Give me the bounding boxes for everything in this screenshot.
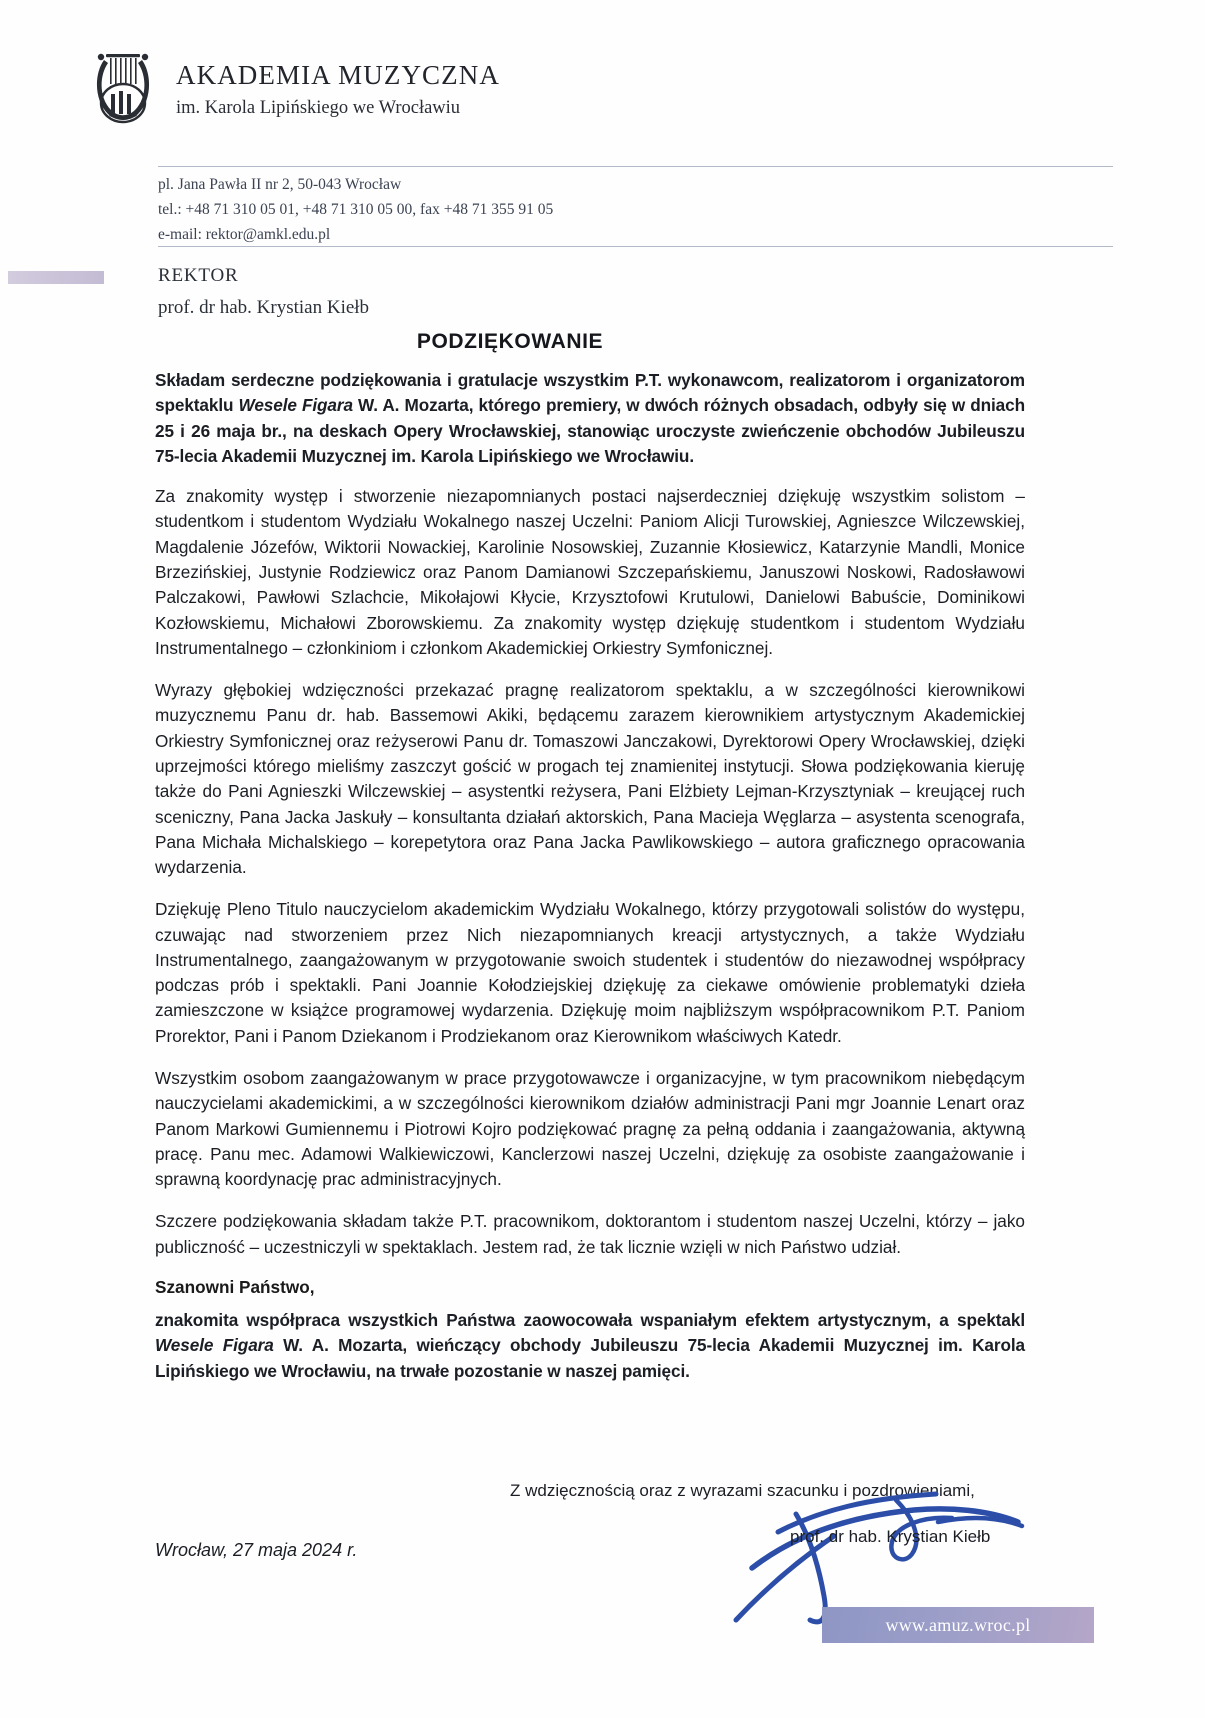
body-paragraph: Za znakomity występ i stworzenie niezapomnianych postaci najserdeczniej dziękuję wszystkim solistom – studentkom i studentom Wydziału Wokalnego naszej Uczelni: Paniom Alicji Turowskiej, Agnieszce Wilczewskiej, Magdalenie Józefów, Wiktorii Nowackiej, Karolinie Nosowskiej, Zuzannie Kłosiewicz, Katarzynie Mandli, Monice Brzezińskiej, Justynie Rodziewicz oraz Panom Damianowi Szczepańskiemu, Januszowi Noskowi, Radosławowi Palczakowi, Pawłowi Szlachcie, Mikołajowi Kłycie, Krzysztofowi Krutulowi, Danielowi Babuście, Dominikowi Kozłowskiemu, Michałowi Zborowskiemu. Za znakomity występ dziękuję studentkom i studentom Wydziału Instrumentalnego – członkiniom i członkom Akademickiej Orkiestry Symfonicznej. — [155, 486, 1025, 658]
letterhead — [92, 48, 500, 130]
body-paragraph: Wyrazy głębokiej wdzięczności przekazać pragnę realizatorom spektaklu, a w szczególności kierownikowi muzycznemu Panu dr. hab. Bassemowi Akiki, będącemu zarazem kierownikiem artystycznym Akademickiej Orkiestry Symfonicznej oraz reżyserowi Panu dr. Tomaszowi Janczakowi, Dyrektorowi Opery Wrocławskiej, dzięki uprzejmości którego mieliśmy zaszczyt gościć w progach tej znamienitej instytucji. Słowa podziękowania kieruję także do Pani Agnieszki Wilczewskiej – asystentki reżysera, Pani Elżbiety Lejman-Krzysztyniak – kreującej ruch sceniczny, Pana Jacka Jaskuły – konsultanta działań aktorskich, Pana Macieja Węglarza – asystenta scenografa, Pana Michała Michalskiego – korepetytora oraz Pana Jacka Pawlikowskiego – autora graficznego opracowania wydarzenia. — [155, 680, 1025, 878]
body-paragraph: Dziękuję Pleno Titulo nauczycielom akademickim Wydziału Wokalnego, którzy przygotowali solistów do występu, czuwając nad stworzeniem przez Nich niezapomnianych kreacji artystycznych, a także Wydziału Instrumentalnego, zaangażowanym w przygotowanie swoich studentek i studentów do niezawodnej współpracy podczas prób i spektakli. Pani Joannie Kołodziejskiej dziękuję za ciekawe omówienie problematyki dzieła zamieszczone w książce programowej wydarzenia. Dziękuję moim najbliższym współpracownikom P.T. Paniom Prorektor, Pani i Panom Dziekanom i Prodziekanom oraz Kierownikom właściwych Katedr. — [155, 899, 1025, 1046]
divider-top — [158, 166, 1113, 167]
scan-edge-mark — [8, 271, 104, 284]
lyre-icon — [92, 48, 154, 130]
document-title: PODZIĘKOWANIE — [416, 330, 604, 353]
rector-name: prof. dr hab. Krystian Kiełb — [158, 296, 370, 318]
divider-bottom — [158, 246, 1113, 247]
rector-role: REKTOR — [158, 265, 239, 286]
closing-line: Z wdzięcznością oraz z wyrazami szacunku i pozdrowieniami, — [510, 1481, 975, 1500]
body-paragraph: Wszystkim osobom zaangażowanym w prace przygotowawcze i organizacyjne, w tym pracownikom niebędącym nauczycielami akademickimi, a w szczególności kierownikom działów administracji Pani mgr Joannie Lenart oraz Panom Markowi Gumiennemu i Piotrowi Kojro podziękować pragnę za pełną oddania i zaangażowania, aktywną pracę. Panu mec. Adamowi Walkiewiczowi, Kanclerzowi naszej Uczelni, dziękuję za osobiste zaangażowanie i sprawną koordynację prac administracyjnych. — [155, 1068, 1025, 1190]
website-url: www.amuz.wroc.pl — [885, 1614, 1031, 1635]
body-paragraph: Szczere podziękowania składam także P.T. pracownikom, doktorantom i studentom naszej Uczelni, którzy – jako publiczność – uczestniczyli w spektaklach. Jestem rad, że tak licznie wzięli w nich Państwo udział. — [155, 1211, 1025, 1257]
organization-names — [176, 59, 500, 120]
salutation: Szanowni Państwo, — [155, 1277, 315, 1297]
organization-subtitle: im. Karola Lipińskiego we Wrocławiu — [176, 98, 461, 119]
contact-phones: tel.: +48 71 310 05 01, +48 71 310 05 00, fax +48 71 355 91 05 — [158, 201, 554, 219]
letter-body — [155, 368, 1025, 1401]
rector-block — [158, 262, 369, 322]
signer-name: prof. dr hab. Krystian Kiełb — [790, 1527, 991, 1546]
organization-title: AKADEMIA MUZYCZNA — [176, 59, 500, 90]
contact-email: e-mail: rektor@amkl.edu.pl — [158, 226, 331, 244]
contact-address: pl. Jana Pawła II nr 2, 50-043 Wrocław — [158, 176, 402, 193]
intro-paragraph: Składam serdeczne podziękowania i gratulacje wszystkim P.T. wykonawcom, realizatorom i organizatorom spektaklu Wesele Figara W. A. Mozarta, którego premiery, w dwóch różnych obsadach, odbyły się w dniach 25 i 26 maja br., na deskach Opery Wrocławskiej, stanowiąc uroczyste zwieńczenie obchodów Jubileuszu 75-lecia Akademii Muzycznej im. Karola Lipińskiego we Wrocławiu. — [155, 370, 1025, 466]
closing-paragraph: znakomita współpraca wszystkich Państwa zaowocowała wspaniałym efektem artystycznym, a spektakl Wesele Figara W. A. Mozarta, wieńczący obchody Jubileuszu 75-lecia Akademii Muzycznej im. Karola Lipińskiego we Wrocławiu, na trwałe pozostanie w naszej pamięci. — [155, 1310, 1025, 1381]
contact-block — [158, 172, 553, 247]
place-and-date: Wrocław, 27 maja 2024 r. — [155, 1540, 358, 1560]
website-footer-bar[interactable] — [822, 1607, 1094, 1643]
